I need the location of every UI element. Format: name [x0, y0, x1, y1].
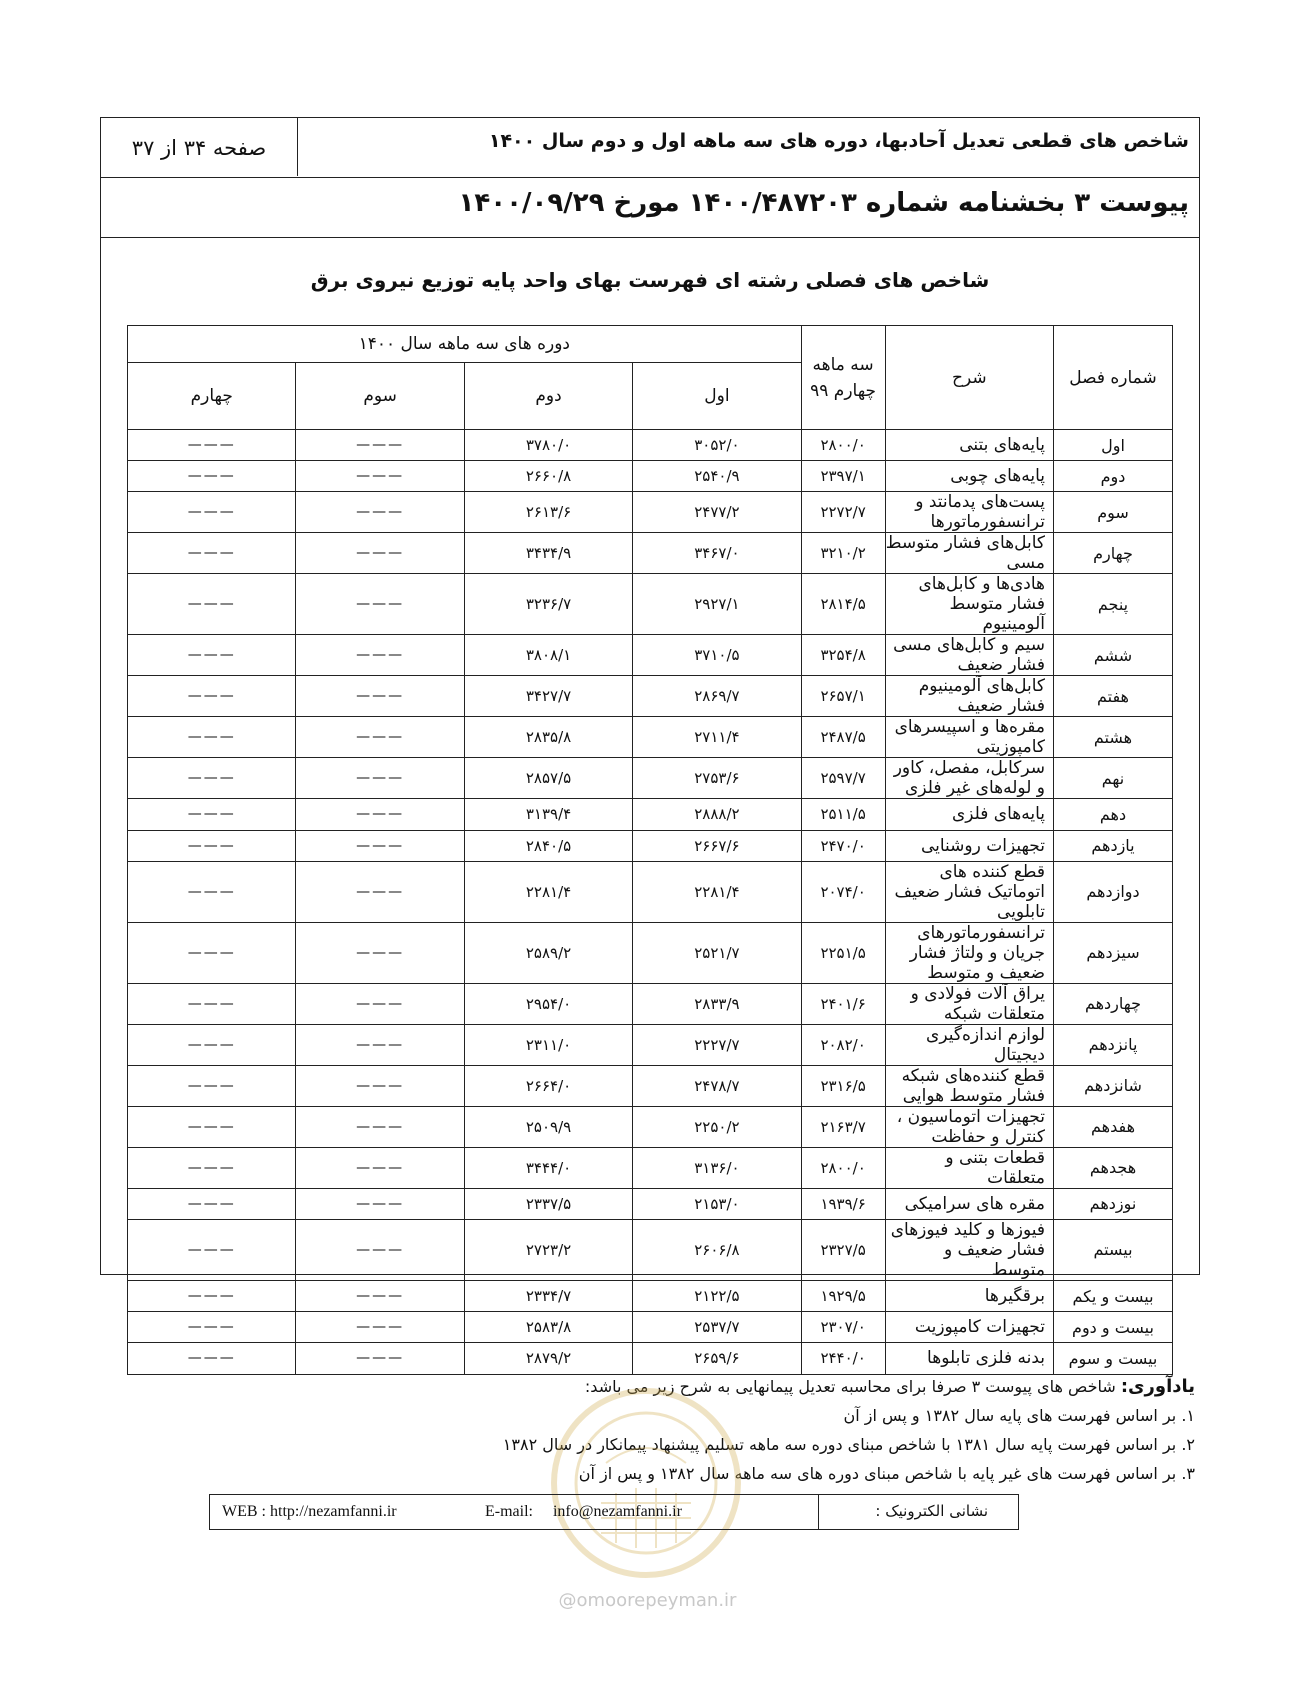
- q1-cell: ۲۲۵۰/۲: [633, 1106, 801, 1147]
- description-cell: قطع کننده های اتوماتیک فشار ضعیف تابلویی: [885, 861, 1053, 922]
- q2-cell: ۳۴۴۴/۰: [464, 1147, 632, 1188]
- prev-quarter-cell: ۲۸۰۰/۰: [801, 1147, 885, 1188]
- prev-quarter-cell: ۲۰۸۲/۰: [801, 1024, 885, 1065]
- q1-cell: ۲۱۲۲/۵: [633, 1280, 801, 1311]
- q2-cell: ۲۸۳۵/۸: [464, 717, 632, 758]
- note-item: ۱. بر اساس فهرست های پایه سال ۱۳۸۲ و پس از آن: [843, 1406, 1195, 1425]
- q1-cell: ۲۷۵۳/۶: [633, 758, 801, 799]
- chapter-cell: سیزدهم: [1054, 922, 1173, 983]
- table-title: شاخص های فصلی رشته ای فهرست بهای واحد پایه توزیع نیروی برق: [310, 268, 990, 292]
- q1-cell: ۲۵۳۷/۷: [633, 1312, 801, 1343]
- chapter-cell: نوزدهم: [1054, 1188, 1173, 1219]
- q3-cell: ———: [296, 1147, 464, 1188]
- prev-quarter-cell: ۲۵۱۱/۵: [801, 799, 885, 830]
- q2-cell: ۳۴۳۴/۹: [464, 533, 632, 574]
- table-row: [128, 830, 1173, 861]
- q1-cell: ۲۶۵۹/۶: [633, 1343, 801, 1374]
- q2-cell: ۳۷۸۰/۰: [464, 430, 632, 461]
- description-cell: مقره های سرامیکی: [885, 1188, 1053, 1219]
- table-row: [128, 758, 1173, 799]
- q2-cell: ۲۶۱۳/۶: [464, 492, 632, 533]
- seal-watermark: [546, 1383, 746, 1583]
- header-description: شرح: [885, 326, 1053, 430]
- prev-quarter-cell: ۲۶۵۷/۱: [801, 676, 885, 717]
- q3-cell: ———: [296, 1280, 464, 1311]
- header-quarters-group: دوره های سه ماهه سال ۱۴۰۰: [128, 326, 802, 363]
- description-cell: پایه‌های فلزی: [885, 799, 1053, 830]
- prev-quarter-cell: ۲۵۹۷/۷: [801, 758, 885, 799]
- table-row: [128, 1188, 1173, 1219]
- q4-cell: ———: [128, 635, 296, 676]
- description-cell: پست‌های پدمانتد و ترانسفورماتورها: [885, 492, 1053, 533]
- email-link[interactable]: info@nezamfanni.ir: [552, 1503, 682, 1520]
- q3-cell: ———: [296, 830, 464, 861]
- q1-cell: ۲۲۲۷/۷: [633, 1024, 801, 1065]
- q2-cell: ۲۸۷۹/۲: [464, 1343, 632, 1374]
- description-cell: سیم و کابل‌های مسی فشار ضعیف: [885, 635, 1053, 676]
- q3-cell: ———: [296, 1188, 464, 1219]
- note-item: ۳. بر اساس فهرست های غیر پایه با شاخص مبنای دوره های سه ماهه سال ۱۳۸۲ و پس از آن: [578, 1464, 1195, 1483]
- q1-cell: ۲۴۷۸/۷: [633, 1065, 801, 1106]
- header-chapter: شماره فصل: [1054, 326, 1173, 430]
- index-table: [127, 325, 1173, 1375]
- chapter-cell: بیست و یکم: [1054, 1280, 1173, 1311]
- table-row: [128, 1219, 1173, 1280]
- page-number: صفحه ۳۴ از ۳۷: [101, 118, 298, 176]
- q3-cell: ———: [296, 922, 464, 983]
- table-row: [128, 799, 1173, 830]
- q2-cell: ۲۵۸۹/۲: [464, 922, 632, 983]
- chapter-cell: شانزدهم: [1054, 1065, 1173, 1106]
- prev-quarter-cell: ۲۸۰۰/۰: [801, 430, 885, 461]
- chapter-cell: بیست و دوم: [1054, 1312, 1173, 1343]
- chapter-cell: یازدهم: [1054, 830, 1173, 861]
- chapter-cell: پانزدهم: [1054, 1024, 1173, 1065]
- description-cell: تجهیزات کامپوزیت: [885, 1312, 1053, 1343]
- prev-quarter-cell: ۲۳۱۶/۵: [801, 1065, 885, 1106]
- q2-cell: ۲۷۲۳/۲: [464, 1219, 632, 1280]
- contact-box: [209, 1494, 1019, 1530]
- prev-quarter-cell: ۲۳۲۷/۵: [801, 1219, 885, 1280]
- description-cell: لوازم اندازه‌گیری دیجیتال: [885, 1024, 1053, 1065]
- q3-cell: ———: [296, 717, 464, 758]
- q2-cell: ۳۱۳۹/۴: [464, 799, 632, 830]
- description-cell: ترانسفورماتورهای جریان و ولتاژ فشار ضعیف و متوسط: [885, 922, 1053, 983]
- table-row: [128, 717, 1173, 758]
- q2-cell: ۲۸۴۰/۵: [464, 830, 632, 861]
- q3-cell: ———: [296, 1106, 464, 1147]
- note-item: ۲. بر اساس فهرست پایه سال ۱۳۸۱ با شاخص مبنای دوره سه ماهه تسلیم پیشنهاد پیمانکار در سال ۱۳۸۲: [502, 1435, 1195, 1454]
- q4-cell: ———: [128, 922, 296, 983]
- chapter-cell: هفدهم: [1054, 1106, 1173, 1147]
- prev-quarter-cell: ۲۴۸۷/۵: [801, 717, 885, 758]
- email-line: [485, 1495, 682, 1528]
- table-row: [128, 861, 1173, 922]
- q1-cell: ۲۶۰۶/۸: [633, 1219, 801, 1280]
- chapter-cell: اول: [1054, 430, 1173, 461]
- q3-cell: ———: [296, 983, 464, 1024]
- q3-cell: ———: [296, 574, 464, 635]
- description-cell: هادی‌ها و کابل‌های فشار متوسط آلومینیوم: [885, 574, 1053, 635]
- q2-cell: ۲۶۶۰/۸: [464, 461, 632, 492]
- chapter-cell: چهاردهم: [1054, 983, 1173, 1024]
- q3-cell: ———: [296, 635, 464, 676]
- table-row: [128, 1024, 1173, 1065]
- chapter-cell: دوازدهم: [1054, 861, 1173, 922]
- table-row: [128, 1312, 1173, 1343]
- table-row: [128, 676, 1173, 717]
- table-row: [128, 983, 1173, 1024]
- q2-cell: ۲۵۸۳/۸: [464, 1312, 632, 1343]
- q4-cell: ———: [128, 1188, 296, 1219]
- q4-cell: ———: [128, 574, 296, 635]
- table-row: [128, 430, 1173, 461]
- prev-quarter-cell: ۲۱۶۳/۷: [801, 1106, 885, 1147]
- q2-cell: ۲۳۳۴/۷: [464, 1280, 632, 1311]
- description-cell: قطع کننده‌های شبکه فشار متوسط هوایی: [885, 1065, 1053, 1106]
- header-row: [101, 118, 1199, 178]
- q1-cell: ۲۵۴۰/۹: [633, 461, 801, 492]
- web-link[interactable]: WEB : http://nezamfanni.ir: [222, 1503, 397, 1520]
- description-cell: سرکابل، مفصل، کاور و لوله‌های غیر فلزی: [885, 758, 1053, 799]
- q4-cell: ———: [128, 1219, 296, 1280]
- q3-cell: ———: [296, 492, 464, 533]
- description-cell: کابل‌های آلومینیوم فشار ضعیف: [885, 676, 1053, 717]
- chapter-cell: چهارم: [1054, 533, 1173, 574]
- q4-cell: ———: [128, 492, 296, 533]
- q2-cell: ۲۶۶۴/۰: [464, 1065, 632, 1106]
- chapter-cell: نهم: [1054, 758, 1173, 799]
- q4-cell: ———: [128, 1147, 296, 1188]
- prev-quarter-cell: ۲۲۵۱/۵: [801, 922, 885, 983]
- chapter-cell: بیست و سوم: [1054, 1343, 1173, 1374]
- description-cell: فیوزها و کلید فیوزهای فشار ضعیف و متوسط: [885, 1219, 1053, 1280]
- prev-quarter-cell: ۱۹۲۹/۵: [801, 1280, 885, 1311]
- prev-quarter-cell: ۳۲۱۰/۲: [801, 533, 885, 574]
- annex-row: [101, 178, 1199, 238]
- q1-cell: ۲۸۳۳/۹: [633, 983, 801, 1024]
- note-intro: شاخص های پیوست ۳ صرفا برای محاسبه تعدیل پیمانهایی به شرح زیر می باشد:: [584, 1377, 1116, 1396]
- header-q2: دوم: [464, 363, 632, 430]
- q4-cell: ———: [128, 533, 296, 574]
- chapter-cell: پنجم: [1054, 574, 1173, 635]
- table-row: [128, 1106, 1173, 1147]
- prev-quarter-cell: ۲۴۷۰/۰: [801, 830, 885, 861]
- annex-title: پیوست ۳ بخشنامه شماره ۱۴۰۰/۴۸۷۲۰۳ مورخ ۱۴۰۰/۰۹/۲۹: [458, 188, 1189, 218]
- q2-cell: ۲۲۸۱/۴: [464, 861, 632, 922]
- q4-cell: ———: [128, 1106, 296, 1147]
- q3-cell: ———: [296, 1024, 464, 1065]
- table-row: [128, 492, 1173, 533]
- q4-cell: ———: [128, 861, 296, 922]
- q1-cell: ۲۹۲۷/۱: [633, 574, 801, 635]
- chapter-cell: هشتم: [1054, 717, 1173, 758]
- q2-cell: ۲۸۵۷/۵: [464, 758, 632, 799]
- chapter-cell: هفتم: [1054, 676, 1173, 717]
- q3-cell: ———: [296, 676, 464, 717]
- prev-quarter-cell: ۲۴۴۰/۰: [801, 1343, 885, 1374]
- prev-quarter-cell: ۲۰۷۴/۰: [801, 861, 885, 922]
- q4-cell: ———: [128, 676, 296, 717]
- q3-cell: ———: [296, 1312, 464, 1343]
- q2-cell: ۳۸۰۸/۱: [464, 635, 632, 676]
- q1-cell: ۲۵۲۱/۷: [633, 922, 801, 983]
- description-cell: بدنه فلزی تابلوها: [885, 1343, 1053, 1374]
- description-cell: پایه‌های بتنی: [885, 430, 1053, 461]
- contact-label: نشانی الکترونیک :: [818, 1495, 1018, 1529]
- document-title: شاخص های قطعی تعدیل آحادبها، دوره های سه ماهه اول و دوم سال ۱۴۰۰: [488, 130, 1189, 152]
- header-q4: چهارم: [128, 363, 296, 430]
- table-body: [128, 430, 1173, 1375]
- table-row: [128, 574, 1173, 635]
- table-row: [128, 1065, 1173, 1106]
- prev-quarter-cell: ۲۲۷۲/۷: [801, 492, 885, 533]
- q1-cell: ۳۰۵۲/۰: [633, 430, 801, 461]
- table-row: [128, 1343, 1173, 1374]
- q4-cell: ———: [128, 430, 296, 461]
- q2-cell: ۲۳۱۱/۰: [464, 1024, 632, 1065]
- description-cell: تجهیزات اتوماسیون ، کنترل و حفاظت: [885, 1106, 1053, 1147]
- q3-cell: ———: [296, 1219, 464, 1280]
- q4-cell: ———: [128, 1312, 296, 1343]
- q1-cell: ۳۱۳۶/۰: [633, 1147, 801, 1188]
- q3-cell: ———: [296, 533, 464, 574]
- prev-quarter-cell: ۱۹۳۹/۶: [801, 1188, 885, 1219]
- q4-cell: ———: [128, 1280, 296, 1311]
- chapter-cell: هجدهم: [1054, 1147, 1173, 1188]
- table-row: [128, 1147, 1173, 1188]
- q3-cell: ———: [296, 758, 464, 799]
- chapter-cell: ششم: [1054, 635, 1173, 676]
- description-cell: یراق آلات فولادی و متعلقات شبکه: [885, 983, 1053, 1024]
- table-row: [128, 635, 1173, 676]
- description-cell: برقگیرها: [885, 1280, 1053, 1311]
- q3-cell: ———: [296, 1065, 464, 1106]
- description-cell: کابل‌های فشار متوسط مسی: [885, 533, 1053, 574]
- description-cell: پایه‌های چوبی: [885, 461, 1053, 492]
- q4-cell: ———: [128, 983, 296, 1024]
- document-frame: [100, 117, 1200, 1369]
- table-row: [128, 1280, 1173, 1311]
- q4-cell: ———: [128, 758, 296, 799]
- q1-cell: ۲۴۷۷/۲: [633, 492, 801, 533]
- q2-cell: ۳۴۲۷/۷: [464, 676, 632, 717]
- q1-cell: ۲۲۸۱/۴: [633, 861, 801, 922]
- q3-cell: ———: [296, 1343, 464, 1374]
- table-row: [128, 533, 1173, 574]
- chapter-cell: بیستم: [1054, 1219, 1173, 1280]
- table-row: [128, 922, 1173, 983]
- chapter-cell: دوم: [1054, 461, 1173, 492]
- prev-quarter-cell: ۲۴۰۱/۶: [801, 983, 885, 1024]
- q1-cell: ۲۶۶۷/۶: [633, 830, 801, 861]
- header-q3: سوم: [296, 363, 464, 430]
- description-cell: مقره‌ها و اسپیسرهای کامپوزیتی: [885, 717, 1053, 758]
- q1-cell: ۲۸۶۹/۷: [633, 676, 801, 717]
- q2-cell: ۲۳۳۷/۵: [464, 1188, 632, 1219]
- description-cell: تجهیزات روشنایی: [885, 830, 1053, 861]
- description-cell: قطعات بتنی و متعلقات: [885, 1147, 1053, 1188]
- prev-quarter-cell: ۲۳۰۷/۰: [801, 1312, 885, 1343]
- q1-cell: ۳۷۱۰/۵: [633, 635, 801, 676]
- prev-quarter-cell: ۲۸۱۴/۵: [801, 574, 885, 635]
- q4-cell: ———: [128, 1065, 296, 1106]
- q1-cell: ۳۴۶۷/۰: [633, 533, 801, 574]
- prev-quarter-cell: ۳۲۵۴/۸: [801, 635, 885, 676]
- q4-cell: ———: [128, 1024, 296, 1065]
- watermark-site: @omoorepeyman.ir: [558, 1590, 737, 1611]
- q2-cell: ۲۵۰۹/۹: [464, 1106, 632, 1147]
- q2-cell: ۳۲۳۶/۷: [464, 574, 632, 635]
- q3-cell: ———: [296, 861, 464, 922]
- q3-cell: ———: [296, 461, 464, 492]
- note-label: یادآوری:: [1120, 1376, 1195, 1397]
- q1-cell: ۲۱۵۳/۰: [633, 1188, 801, 1219]
- q4-cell: ———: [128, 830, 296, 861]
- q4-cell: ———: [128, 717, 296, 758]
- q3-cell: ———: [296, 799, 464, 830]
- q4-cell: ———: [128, 799, 296, 830]
- table-row: [128, 461, 1173, 492]
- header-q1: اول: [633, 363, 801, 430]
- q1-cell: ۲۷۱۱/۴: [633, 717, 801, 758]
- chapter-cell: سوم: [1054, 492, 1173, 533]
- q4-cell: ———: [128, 1343, 296, 1374]
- q4-cell: ———: [128, 461, 296, 492]
- chapter-cell: دهم: [1054, 799, 1173, 830]
- q2-cell: ۲۹۵۴/۰: [464, 983, 632, 1024]
- email-label: E-mail:: [485, 1503, 533, 1520]
- q3-cell: ———: [296, 430, 464, 461]
- q1-cell: ۲۸۸۸/۲: [633, 799, 801, 830]
- header-prev-quarter: سه ماهه چهارم ۹۹: [801, 326, 885, 430]
- prev-quarter-cell: ۲۳۹۷/۱: [801, 461, 885, 492]
